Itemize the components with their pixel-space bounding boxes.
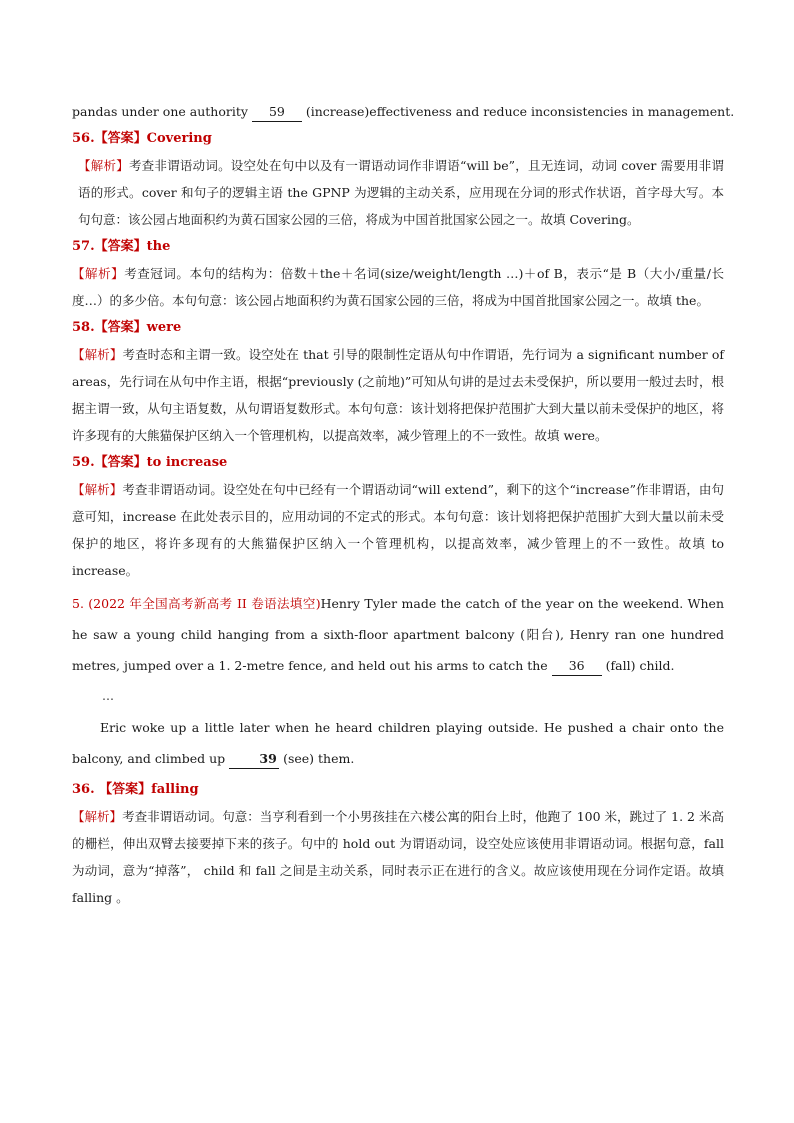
answer-head-58: 58.【答案】were	[72, 320, 182, 335]
answer-head-36: 36. 【答案】falling	[72, 782, 199, 797]
analysis-58: 【解析】考查时态和主谓一致。设空处在 that 引导的限制性定语从句中作谓语，先行词为 a significant number of areas，先行词在从句中作主语，根据“previously (之前地)”可知从句讲的是过去未受保护，所以要用一般过去时，根据主谓一致，从句主语复数，从句谓语复数形式。本句句意：该计划将把保护范围扩大到大量以前未受保护的地区，将许多现有的大熊猫保护区纳入一个管理机构，以提高效率，减少管理上的不一致性。故填 were。	[72, 347, 724, 443]
analysis-36: 【解析】考查非谓语动词。句意：当亨利看到一个小男孩挂在六楼公寓的阳台上时，他跑了 100 米，跳过了 1. 2 米高的栅栏，伸出双臂去接要掉下来的孩子。句中的 hold out 为谓语动词，设空处应该使用非谓语动词。根据句意，fall 为动词，意为“掉落”， child 和 fall 之间是主动关系，同时表示正在进行的含义。故应该使用现在分词作定语。故填 falling 。	[72, 809, 724, 905]
analysis-57: 【解析】考查冠词。本句的结构为：倍数＋the＋名词(size/weight/length …)＋of B，表示“是 B（大小/重量/长度…）的多少倍。本句句意：该公园占地面积约为黄石国家公园的三倍，将成为中国首批国家公园之一。故填 the。	[72, 266, 724, 308]
question-5: 5. (2022 年全国高考新高考 II 卷语法填空)Henry Tyler made the catch of the year on the weekend. When he saw a young child hanging from a sixth-floor apartment balcony (阳台), Henry ran one hundred metres, jumped over a 1. 2-metre fence, and held out his arms to catch the 36 (fall) child.	[72, 588, 724, 681]
ellipsis: …	[102, 689, 114, 703]
analysis-56: 【解析】考查非谓语动词。设空处在句中以及有一谓语动词作非谓语“will be”，且无连词，动词 cover 需要用非谓语的形式。cover 和句子的逻辑主语 the GPNP 为逻辑的主动关系，应用现在分词的形式作状语，首字母大写。本句句意：该公园占地面积约为黄石国家公园的三倍，将成为中国首批国家公园之一。故填 Covering。	[78, 158, 724, 227]
answer-head-56: 56.【答案】Covering	[72, 131, 212, 146]
answer-head-57: 57.【答案】the	[72, 239, 171, 254]
blank-39: 39	[229, 750, 279, 769]
blank-59: 59	[252, 103, 302, 122]
question-5-continued: Eric woke up a little later when he heard children playing outside. He pushed a chair onto the balcony, and climbed up 39 (see) them.	[72, 712, 724, 774]
analysis-59: 【解析】考查非谓语动词。设空处在句中已经有一个谓语动词“will extend”，剩下的这个“increase”作非谓语，由句意可知，increase 在此处表示目的，应用动词的不定式的形式。本句句意：该计划将把保护范围扩大到大量以前未受保护的地区，将许多现有的大熊猫保护区纳入一个管理机构，以提高效率，减少管理上的不一致性。故填 to increase。	[72, 482, 724, 578]
intro-line: pandas under one authority 59 (increase)effectiveness and reduce inconsistencies in management.	[72, 98, 724, 125]
blank-36: 36	[552, 657, 602, 676]
document-page	[72, 98, 735, 911]
answer-head-59: 59.【答案】to increase	[72, 455, 228, 470]
